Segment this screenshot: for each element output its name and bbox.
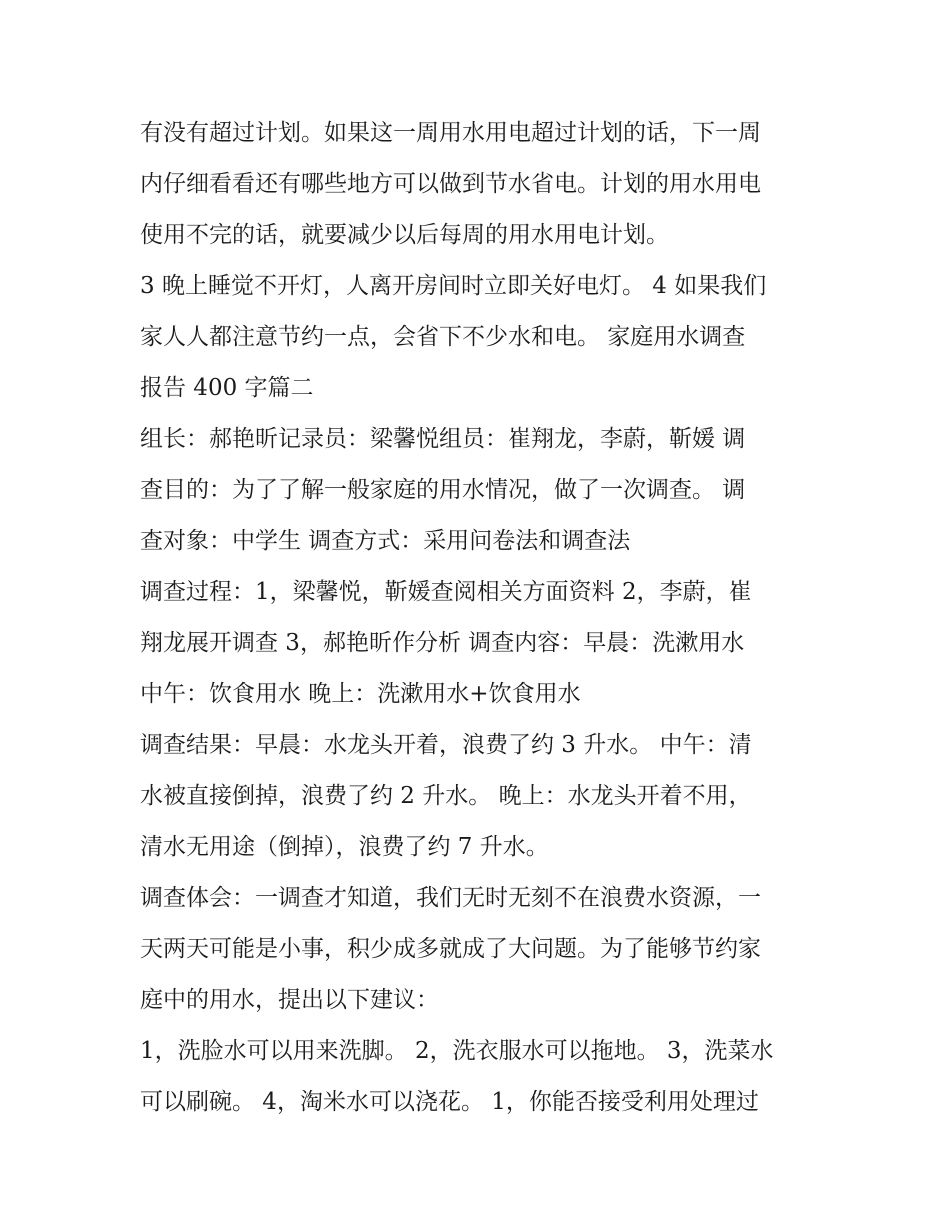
document-body [140,108,820,1128]
text-line: 内仔细看看还有哪些地方可以做到节水省电。计划的用水用电 [140,171,761,197]
text-line: 中午：饮食用水 晚上：洗漱用水+饮食用水 [140,681,581,707]
text-line: 有没有超过计划。如果这一周用水用电超过计划的话，下一周 [140,120,761,146]
text-line: 报告 400 字篇二 [140,375,314,401]
text-line: 查对象：中学生 调查方式：采用问卷法和调查法 [140,528,631,554]
text-line: 庭中的用水，提出以下建议： [140,987,439,1013]
text-line: 组长：郝艳昕记录员：梁馨悦组员：崔翔龙，李蔚，靳媛 调 [140,426,746,452]
text-line: 调查体会：一调查才知道，我们无时无刻不在浪费水资源，一 [140,885,761,911]
text-line: 天两天可能是小事，积少成多就成了大问题。为了能够节约家 [140,936,761,962]
text-line: 使用不完的话，就要减少以后每周的用水用电计划。 [140,222,669,248]
text-line: 翔龙展开调查 3，郝艳昕作分析 调查内容：早晨：洗漱用水 [140,630,745,656]
text-line: 可以刷碗。 4，淘米水可以浇花。 1，你能否接受利用处理过 [140,1089,759,1115]
text-line: 家人人都注意节约一点，会省下不少水和电。 家庭用水调查 [140,324,746,350]
text-line: 3 晚上睡觉不开灯，人离开房间时立即关好电灯。 4 如果我们 [140,273,767,299]
text-line: 查目的：为了了解一般家庭的用水情况，做了一次调查。 调 [140,477,746,503]
text-line: 清水无用途（倒掉），浪费了约 7 升水。 [140,834,549,860]
text-line: 调查过程：1，梁馨悦，靳媛查阅相关方面资料 2，李蔚，崔 [140,579,752,605]
text-line: 1，洗脸水可以用来洗脚。 2，洗衣服水可以拖地。 3，洗菜水 [140,1038,774,1064]
text-line: 调查结果：早晨：水龙头开着，浪费了约 3 升水。 中午：清 [140,732,752,758]
text-line: 水被直接倒掉，浪费了约 2 升水。 晚上：水龙头开着不用， [140,783,752,809]
